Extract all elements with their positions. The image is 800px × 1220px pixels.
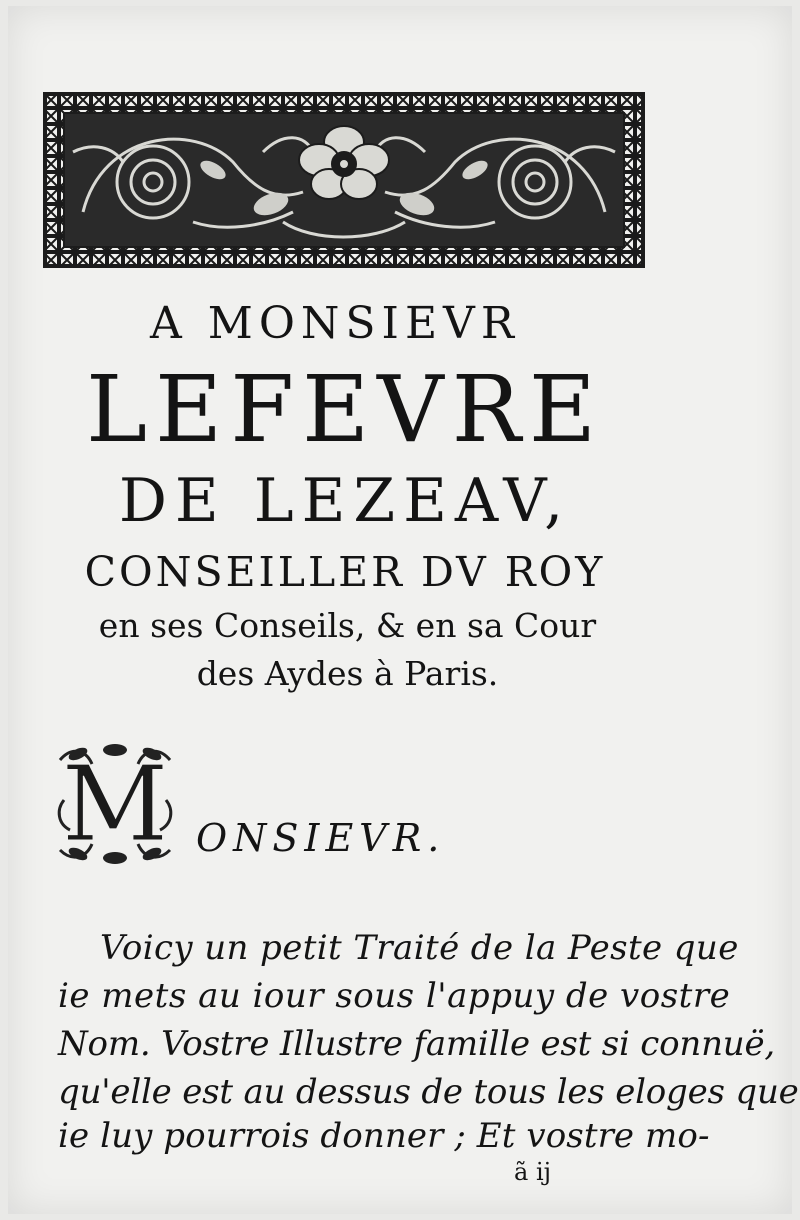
- dedication-line-5: en ses Conseils, & en sa Cour: [98, 606, 597, 645]
- book-page: [8, 6, 799, 1214]
- dedication-line-6: des Aydes à Paris.: [196, 654, 499, 693]
- dedication-line-3: DE LEZEAV,: [118, 466, 572, 536]
- body-line-1: Voicy un petit Traité de la Peste que: [100, 928, 739, 968]
- body-line-3: Nom. Vostre Illustre famille est si connuë,: [58, 1024, 775, 1064]
- body-line-2: ie mets au iour sous l'appuy de vostre: [58, 976, 731, 1016]
- dedication-line-1: A MONSIEVR: [150, 298, 520, 349]
- dedication-name: LEFEVRE: [85, 356, 605, 463]
- signature-mark: ã ij: [514, 1158, 552, 1186]
- dropcap-letter: M: [61, 743, 169, 864]
- body-line-5: ie luy pourrois donner ; Et vostre mo-: [58, 1116, 710, 1156]
- dedication-line-4: CONSEILLER DV ROY: [84, 548, 606, 596]
- dropcap-m: [52, 740, 178, 864]
- headpiece-ornament: [43, 92, 645, 268]
- body-line-4: qu'elle est au dessus de tous les eloges que: [58, 1072, 799, 1112]
- salutation: ONSIEVR.: [196, 816, 446, 860]
